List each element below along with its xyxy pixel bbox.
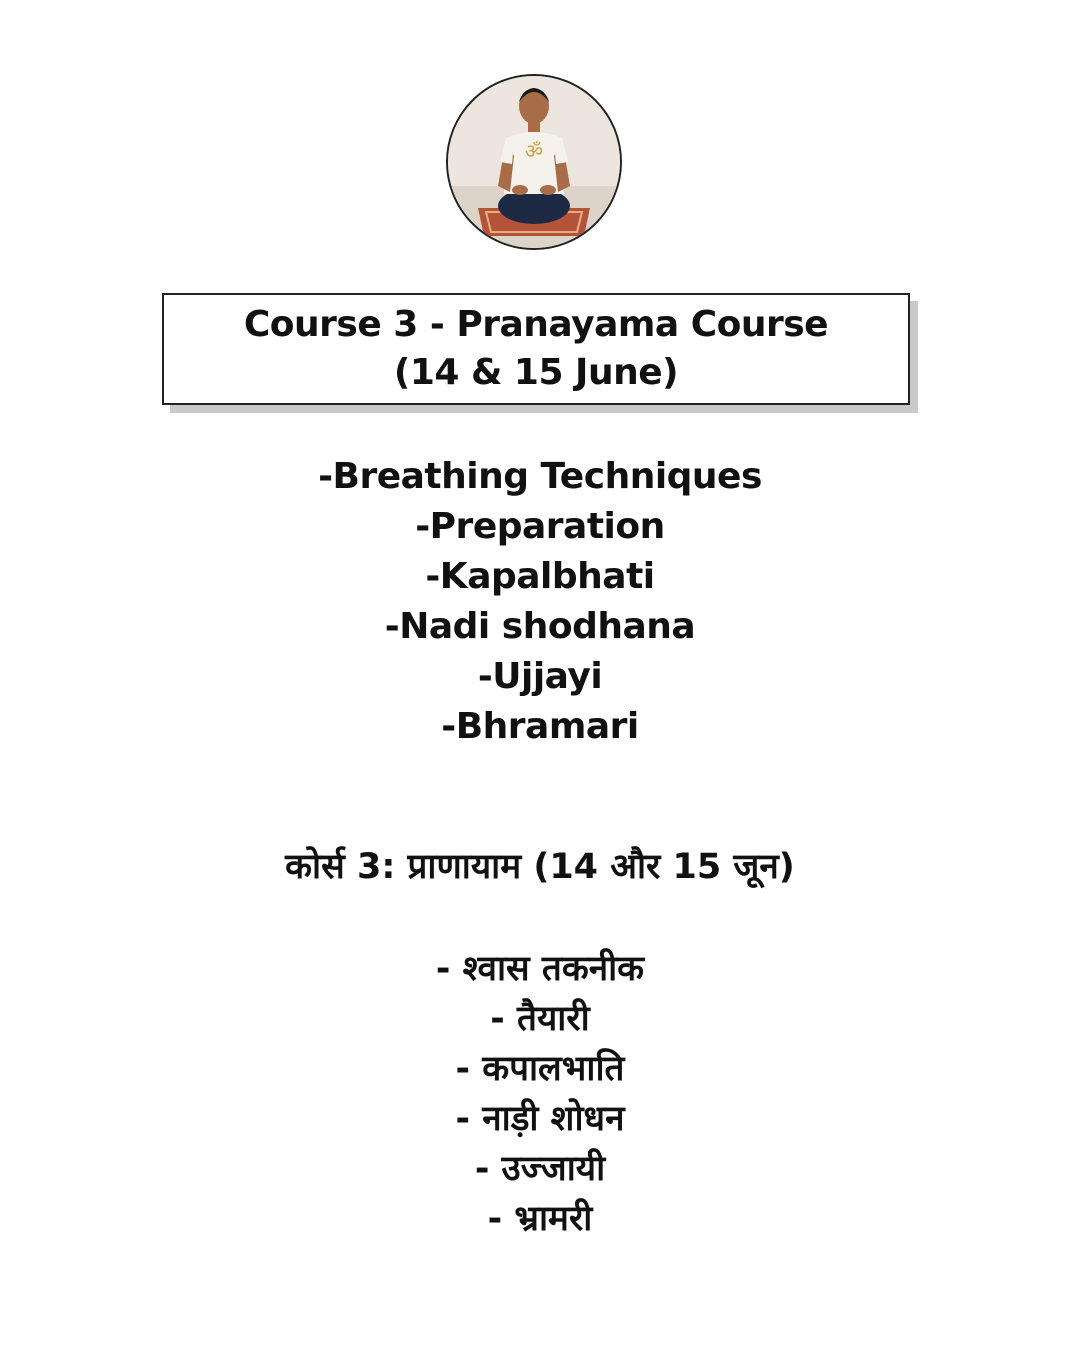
english-topic-item: -Preparation	[415, 506, 665, 547]
hindi-course-title: कोर्स 3: प्राणायाम (14 और 15 जून)	[285, 847, 795, 887]
english-topic-item: -Kapalbhati	[425, 556, 655, 597]
english-topic-item: -Breathing Techniques	[318, 456, 762, 497]
english-topic-list	[0, 452, 1080, 752]
hindi-topic-list	[0, 944, 1080, 1244]
om-symbol: ॐ	[524, 139, 544, 163]
course-title-box	[162, 293, 910, 405]
hindi-topic-item: - नाड़ी शोधन	[455, 1099, 625, 1139]
instructor-photo	[446, 74, 622, 250]
instructor-illustration	[448, 76, 620, 248]
hindi-topic-item: - भ्रामरी	[487, 1199, 593, 1239]
hindi-topic-item: - श्वास तकनीक	[435, 949, 645, 989]
hindi-topic-item: - कपालभाति	[455, 1049, 625, 1089]
course-title: Course 3 - Pranayama Course	[243, 304, 829, 345]
hindi-topic-item: - तैयारी	[490, 999, 590, 1039]
english-topic-item: -Bhramari	[441, 706, 639, 747]
english-topic-item: -Ujjayi	[477, 656, 603, 697]
hindi-topic-item: - उज्जायी	[474, 1149, 606, 1189]
english-topic-item: -Nadi shodhana	[384, 606, 696, 647]
course-dates: (14 & 15 June)	[393, 352, 679, 393]
